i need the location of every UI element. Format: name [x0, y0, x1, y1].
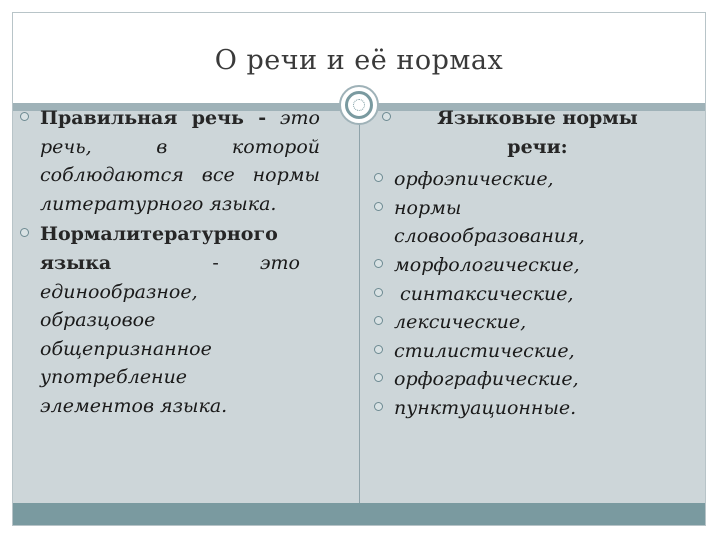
right-heading-item	[372, 104, 672, 161]
norm-list-item	[372, 337, 672, 366]
norm-list-item	[372, 308, 672, 337]
norm-list	[372, 165, 672, 422]
slide-title: О речи и её нормах	[214, 45, 504, 76]
norm-list-item-label: пунктуационные.	[394, 396, 577, 419]
norm-list-item	[372, 194, 624, 251]
norm-eto: это	[259, 251, 300, 274]
norm-list-item-label: лексические,	[394, 311, 527, 334]
bullet-icon	[20, 228, 29, 237]
norm-dash-eto-line	[40, 249, 300, 278]
definition-literary-norm: единообразное, образцовое общепризнанное употребление элементов языка.	[40, 280, 228, 417]
norm-list-item-label: морфологические,	[394, 253, 580, 276]
definition-correct-speech: это речь, в которой соблюдаются все нормы литературного языка.	[40, 107, 320, 215]
norm-list-item-label: стилистические,	[394, 339, 575, 362]
bullet-icon	[374, 402, 383, 411]
norm-dash: -	[212, 251, 219, 274]
left-item-definition-norm	[20, 220, 320, 420]
bullet-icon	[20, 112, 29, 121]
bullet-icon	[374, 173, 383, 182]
norm-list-item-label: синтаксические,	[394, 282, 574, 305]
column-divider	[359, 111, 360, 503]
medallion-ring	[345, 91, 373, 119]
norm-list-item	[372, 365, 672, 394]
norm-list-item	[372, 280, 672, 309]
term-correct-speech: Правильная речь -	[40, 107, 267, 129]
bullet-icon	[382, 112, 391, 121]
norm-list-item	[372, 251, 672, 280]
left-item-definition-speech	[20, 104, 320, 218]
left-column	[20, 104, 320, 421]
norm-list-item	[372, 165, 672, 194]
norm-list-item-label: нормы словообразования,	[394, 196, 585, 248]
bullet-icon	[374, 373, 383, 382]
footer-bar	[13, 503, 705, 525]
bullet-icon	[374, 259, 383, 268]
bullet-icon	[374, 202, 383, 211]
norms-heading: Языковые нормы речи:	[437, 107, 638, 158]
norm-list-item-label: орфографические,	[394, 368, 579, 391]
medallion-core	[353, 99, 365, 111]
bullet-icon	[374, 345, 383, 354]
norm-list-item	[372, 394, 672, 423]
term-literary-norm: Нормалитературного языка	[40, 223, 278, 274]
norm-list-item-label: орфоэпические,	[394, 168, 554, 191]
bullet-icon	[374, 316, 383, 325]
bullet-icon	[374, 288, 383, 297]
right-column	[372, 104, 672, 423]
